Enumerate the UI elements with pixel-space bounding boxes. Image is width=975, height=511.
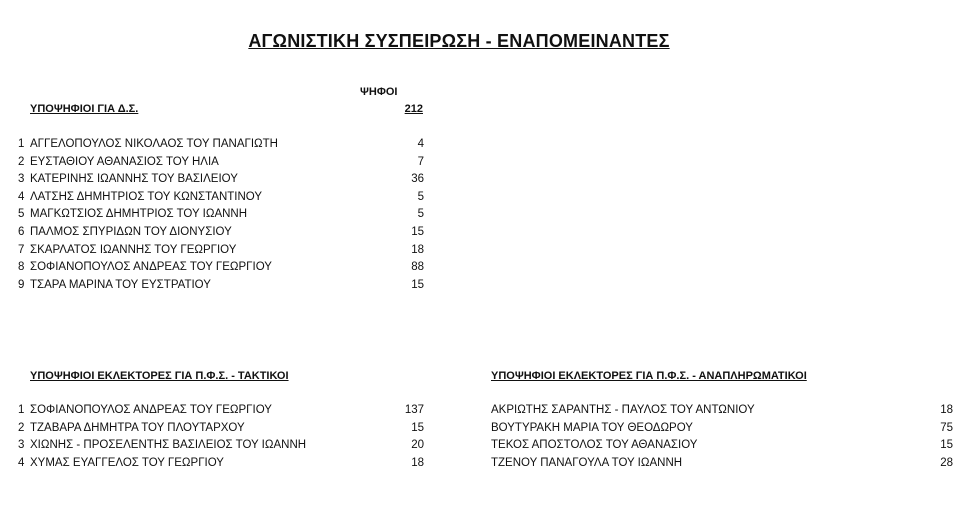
candidate-votes: 18 bbox=[411, 243, 424, 256]
candidate-name: ΤΣΑΡΑ ΜΑΡΙΝΑ ΤΟΥ ΕΥΣΤΡΑΤΙΟΥ bbox=[30, 278, 211, 291]
candidate-name: ΛΑΤΣΗΣ ΔΗΜΗΤΡΙΟΣ ΤΟΥ ΚΩΝΣΤΑΝΤΙΝΟΥ bbox=[30, 190, 263, 203]
row-index: 5 bbox=[18, 208, 25, 221]
pfs-regular-heading: ΥΠΟΨΗΦΙΟΙ ΕΚΛΕΚΤΟΡΕΣ ΓΙΑ Π.Φ.Σ. - ΤΑΚΤΙΚΟΙ bbox=[30, 370, 289, 382]
candidate-votes: 15 bbox=[411, 278, 424, 291]
table-row bbox=[18, 420, 424, 438]
table-row bbox=[18, 455, 424, 473]
table-row bbox=[18, 242, 424, 260]
row-index: 4 bbox=[18, 190, 25, 203]
candidate-name: ΑΚΡΙΩΤΗΣ ΣΑΡΑΝΤΗΣ - ΠΑΥΛΟΣ ΤΟΥ ΑΝΤΩΝΙΟΥ bbox=[491, 404, 755, 416]
table-row bbox=[18, 154, 424, 172]
candidate-votes: 15 bbox=[411, 226, 424, 238]
table-row bbox=[491, 437, 953, 455]
row-index: 4 bbox=[18, 456, 25, 469]
candidate-name: ΒΟΥΤΥΡΑΚΗ ΜΑΡΙΑ ΤΟΥ ΘΕΟΔΩΡΟΥ bbox=[491, 421, 693, 434]
candidate-name: ΣΟΦΙΑΝΟΠΟΥΛΟΣ ΑΝΔΡΕΑΣ ΤΟΥ ΓΕΩΡΓΙΟΥ bbox=[30, 261, 272, 274]
row-index: 7 bbox=[18, 243, 25, 256]
candidate-votes: 5 bbox=[417, 190, 424, 203]
table-row bbox=[491, 402, 953, 420]
table-row bbox=[18, 402, 424, 420]
row-index: 8 bbox=[18, 261, 25, 274]
table-row bbox=[18, 259, 424, 277]
candidate-votes: 88 bbox=[411, 261, 424, 274]
candidate-votes: 15 bbox=[411, 421, 424, 434]
votes-column-header: ΨΗΦΟΙ bbox=[360, 86, 398, 98]
table-row bbox=[18, 206, 424, 224]
candidate-votes: 75 bbox=[940, 421, 953, 434]
table-row bbox=[18, 189, 424, 207]
candidate-name: ΕΥΣΤΑΘΙΟΥ ΑΘΑΝΑΣΙΟΣ ΤΟΥ ΗΛΙΑ bbox=[30, 155, 219, 168]
candidate-name: ΜΑΓΚΩΤΣΙΟΣ ΔΗΜΗΤΡΙΟΣ ΤΟΥ ΙΩΑΝΝΗ bbox=[30, 208, 248, 221]
candidate-votes: 18 bbox=[940, 404, 953, 416]
ds-total-votes: 212 bbox=[404, 103, 423, 115]
table-row bbox=[491, 455, 953, 473]
pfs-substitute-heading: ΥΠΟΨΗΦΙΟΙ ΕΚΛΕΚΤΟΡΕΣ ΓΙΑ Π.Φ.Σ. - ΑΝΑΠΛΗΡΩΜΑΤΙΚΟΙ bbox=[491, 370, 807, 382]
candidate-votes: 137 bbox=[404, 404, 424, 416]
candidate-name: ΑΓΓΕΛΟΠΟΥΛΟΣ ΝΙΚΟΛΑΟΣ ΤΟΥ ΠΑΝΑΓΙΩΤΗ bbox=[30, 138, 278, 150]
row-index: 3 bbox=[18, 173, 25, 186]
page-title: ΑΓΩΝΙΣΤΙΚΗ ΣΥΣΠΕΙΡΩΣΗ - ΕΝΑΠΟΜΕΙΝΑΝΤΕΣ bbox=[248, 31, 670, 51]
row-index: 2 bbox=[18, 155, 25, 168]
table-row bbox=[18, 136, 424, 154]
candidate-votes: 7 bbox=[417, 155, 424, 168]
candidate-name: ΣΟΦΙΑΝΟΠΟΥΛΟΣ ΑΝΔΡΕΑΣ ΤΟΥ ΓΕΩΡΓΙΟΥ bbox=[30, 404, 272, 416]
candidate-name: ΣΚΑΡΛΑΤΟΣ ΙΩΑΝΝΗΣ ΤΟΥ ΓΕΩΡΓΙΟΥ bbox=[30, 243, 237, 256]
candidate-name: ΚΑΤΕΡΙΝΗΣ ΙΩΑΝΝΗΣ ΤΟΥ ΒΑΣΙΛΕΙΟΥ bbox=[30, 173, 238, 186]
table-row bbox=[491, 420, 953, 438]
row-index: 3 bbox=[18, 439, 25, 452]
row-index: 1 bbox=[18, 138, 25, 150]
row-index: 1 bbox=[18, 404, 25, 416]
candidate-name: ΧΥΜΑΣ ΕΥΑΓΓΕΛΟΣ ΤΟΥ ΓΕΩΡΓΙΟΥ bbox=[30, 456, 224, 469]
candidate-votes: 15 bbox=[940, 439, 953, 452]
candidate-votes: 5 bbox=[417, 208, 424, 221]
ds-section-heading: ΥΠΟΨΗΦΙΟΙ ΓΙΑ Δ.Σ. bbox=[30, 103, 139, 115]
table-row bbox=[18, 171, 424, 189]
candidate-votes: 18 bbox=[411, 456, 424, 469]
row-index: 2 bbox=[18, 421, 25, 434]
candidate-name: ΤΖΑΒΑΡΑ ΔΗΜΗΤΡΑ ΤΟΥ ΠΛΟΥΤΑΡΧΟΥ bbox=[30, 421, 245, 434]
candidate-name: ΤΖΕΝΟΥ ΠΑΝΑΓΟΥΛΑ ΤΟΥ ΙΩΑΝΝΗ bbox=[491, 456, 683, 469]
table-row bbox=[18, 437, 424, 455]
candidate-votes: 20 bbox=[411, 439, 424, 452]
candidate-name: ΠΑΛΜΟΣ ΣΠΥΡΙΔΩΝ ΤΟΥ ΔΙΟΝΥΣΙΟΥ bbox=[30, 226, 232, 238]
candidate-name: ΤΕΚΟΣ ΑΠΟΣΤΟΛΟΣ ΤΟΥ ΑΘΑΝΑΣΙΟΥ bbox=[491, 439, 698, 452]
table-row bbox=[18, 277, 424, 295]
candidate-votes: 4 bbox=[417, 138, 424, 150]
candidate-votes: 28 bbox=[940, 456, 953, 469]
candidate-votes: 36 bbox=[411, 173, 424, 186]
row-index: 9 bbox=[18, 278, 25, 291]
table-row bbox=[18, 224, 424, 242]
candidate-name: ΧΙΩΝΗΣ - ΠΡΟΣΕΛΕΝΤΗΣ ΒΑΣΙΛΕΙΟΣ ΤΟΥ ΙΩΑΝΝΗ bbox=[30, 439, 307, 452]
row-index: 6 bbox=[18, 226, 25, 238]
